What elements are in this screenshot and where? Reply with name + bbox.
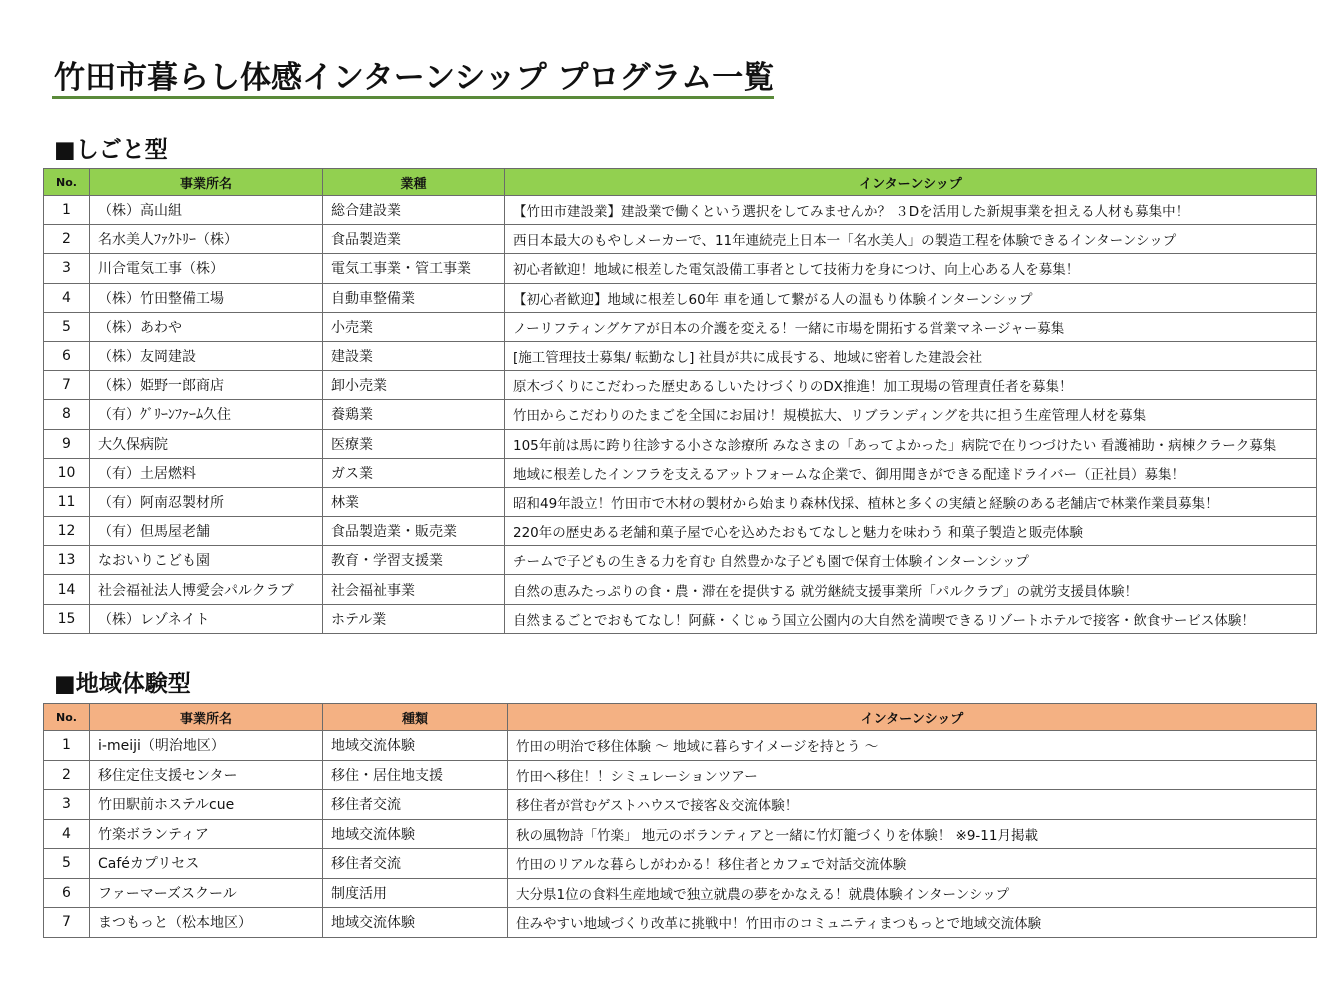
cell-office-name: 社会福祉法人博愛会パルクラブ xyxy=(90,575,323,604)
cell-office-name: （株）高山組 xyxy=(90,196,323,225)
column-header-no: No. xyxy=(44,169,90,196)
cell-no: 3 xyxy=(44,254,90,283)
table-row xyxy=(44,575,1317,604)
cell-internship-description: 竹田のリアルな暮らしがわかる！移住者とカフェで対話交流体験 xyxy=(508,849,1317,879)
cell-category: 移住・居住地支援 xyxy=(323,760,508,790)
cell-internship-description: ノーリフティングケアが日本の介護を変える！一緒に市場を開拓する営業マネージャー募集 xyxy=(505,312,1317,341)
cell-office-name: （有）但馬屋老舗 xyxy=(90,517,323,546)
cell-no: 14 xyxy=(44,575,90,604)
cell-office-name: （有）阿南忍製材所 xyxy=(90,487,323,516)
chiiki-program-table xyxy=(43,703,1317,938)
cell-internship-description: 原木づくりにこだわった歴史あるしいたけづくりのDX推進！加工現場の管理責任者を募集！ xyxy=(505,371,1317,400)
cell-category: 食品製造業・販売業 xyxy=(323,517,505,546)
cell-office-name: （株）あわや xyxy=(90,312,323,341)
cell-no: 1 xyxy=(44,731,90,761)
column-header-internship: インターンシップ xyxy=(505,169,1317,196)
cell-office-name: 竹楽ボランティア xyxy=(90,819,323,849)
shigoto-table-body xyxy=(44,196,1317,634)
cell-category: 移住者交流 xyxy=(323,790,508,820)
column-header-office: 事業所名 xyxy=(90,169,323,196)
table-row xyxy=(44,429,1317,458)
table-row xyxy=(44,487,1317,516)
cell-internship-description: 大分県1位の食料生産地域で独立就農の夢をかなえる！就農体験インターンシップ xyxy=(508,878,1317,908)
chiiki-table-body xyxy=(44,731,1317,938)
cell-office-name: 川合電気工事（株） xyxy=(90,254,323,283)
column-header-internship: インターンシップ xyxy=(508,704,1317,731)
cell-internship-description: 105年前は馬に跨り往診する小さな診療所 みなさまの「あってよかった」病院で在りつづけたい 看護補助・病棟クラーク募集 xyxy=(505,429,1317,458)
cell-category: 教育・学習支援業 xyxy=(323,546,505,575)
cell-internship-description: 初心者歓迎！地域に根差した電気設備工事者として技術力を身につけ、向上心ある人を募集！ xyxy=(505,254,1317,283)
table-row xyxy=(44,760,1317,790)
column-header-industry: 業種 xyxy=(323,169,505,196)
table-row xyxy=(44,225,1317,254)
cell-category: 自動車整備業 xyxy=(323,283,505,312)
cell-no: 5 xyxy=(44,312,90,341)
cell-category: 移住者交流 xyxy=(323,849,508,879)
cell-internship-description: 昭和49年設立！竹田市で木材の製材から始まり森林伐採、植林と多くの実績と経験のある老舗店で林業作業員募集！ xyxy=(505,487,1317,516)
cell-internship-description: 移住者が営むゲストハウスで接客＆交流体験！ xyxy=(508,790,1317,820)
cell-category: 卸小売業 xyxy=(323,371,505,400)
cell-no: 12 xyxy=(44,517,90,546)
cell-category: ガス業 xyxy=(323,458,505,487)
column-header-no: No. xyxy=(44,704,90,731)
cell-office-name: （株）レゾネイト xyxy=(90,604,323,633)
title-underline xyxy=(52,96,774,99)
table-header-row xyxy=(44,169,1317,196)
cell-no: 6 xyxy=(44,341,90,370)
cell-no: 7 xyxy=(44,371,90,400)
cell-category: 社会福祉事業 xyxy=(323,575,505,604)
table-row xyxy=(44,546,1317,575)
cell-no: 13 xyxy=(44,546,90,575)
cell-internship-description: チームで子どもの生きる力を育む 自然豊かな子ども園で保育士体験インターンシップ xyxy=(505,546,1317,575)
cell-no: 9 xyxy=(44,429,90,458)
cell-no: 2 xyxy=(44,760,90,790)
cell-internship-description: 【竹田市建設業】建設業で働くという選択をしてみませんか？ ３Dを活用した新規事業を担える人材も募集中！ xyxy=(505,196,1317,225)
cell-no: 3 xyxy=(44,790,90,820)
cell-internship-description: 竹田へ移住！！シミュレーションツアー xyxy=(508,760,1317,790)
cell-internship-description: 【初心者歓迎】地域に根差し60年 車を通して繋がる人の温もり体験インターンシップ xyxy=(505,283,1317,312)
cell-category: 小売業 xyxy=(323,312,505,341)
table-row xyxy=(44,790,1317,820)
cell-internship-description: 自然まるごとでおもてなし！阿蘇・くじゅう国立公園内の大自然を満喫できるリゾートホテルで接客・飲食サービス体験！ xyxy=(505,604,1317,633)
column-header-office: 事業所名 xyxy=(90,704,323,731)
column-header-type: 種類 xyxy=(323,704,508,731)
cell-office-name: Caféカプリセス xyxy=(90,849,323,879)
cell-category: 食品製造業 xyxy=(323,225,505,254)
cell-office-name: まつもっと（松本地区） xyxy=(90,908,323,938)
cell-no: 15 xyxy=(44,604,90,633)
cell-category: 建設業 xyxy=(323,341,505,370)
table-row xyxy=(44,908,1317,938)
page-title: 竹田市暮らし体感インターンシップ プログラム一覧 xyxy=(54,60,775,96)
cell-category: 制度活用 xyxy=(323,878,508,908)
cell-office-name: （株）姫野一郎商店 xyxy=(90,371,323,400)
cell-no: 4 xyxy=(44,819,90,849)
cell-office-name: i-meiji（明治地区） xyxy=(90,731,323,761)
cell-no: 2 xyxy=(44,225,90,254)
table-row xyxy=(44,849,1317,879)
cell-office-name: （株）竹田整備工場 xyxy=(90,283,323,312)
table-row xyxy=(44,878,1317,908)
cell-office-name: 名水美人ﾌｧｸﾄﾘｰ（株） xyxy=(90,225,323,254)
cell-office-name: （有）土居燃料 xyxy=(90,458,323,487)
table-row xyxy=(44,400,1317,429)
cell-office-name: 竹田駅前ホステルcue xyxy=(90,790,323,820)
table-row xyxy=(44,312,1317,341)
table-row xyxy=(44,604,1317,633)
section-heading-shigoto: ■しごと型 xyxy=(54,137,168,163)
cell-category: 地域交流体験 xyxy=(323,731,508,761)
cell-no: 4 xyxy=(44,283,90,312)
table-row xyxy=(44,341,1317,370)
cell-category: 電気工事業・管工事業 xyxy=(323,254,505,283)
table-row xyxy=(44,196,1317,225)
section-heading-chiiki: ■地域体験型 xyxy=(54,671,191,697)
cell-office-name: （有）ｸﾞﾘｰﾝﾌｧｰﾑ久住 xyxy=(90,400,323,429)
cell-internship-description: 自然の恵みたっぷりの食・農・滞在を提供する 就労継続支援事業所「パルクラブ」の就労支援員体験！ xyxy=(505,575,1317,604)
table-row xyxy=(44,283,1317,312)
cell-office-name: ファーマーズスクール xyxy=(90,878,323,908)
cell-no: 11 xyxy=(44,487,90,516)
cell-internship-description: 竹田からこだわりのたまごを全国にお届け！規模拡大、リブランディングを共に担う生産管理人材を募集 xyxy=(505,400,1317,429)
cell-internship-description: 地域に根差したインフラを支えるアットフォームな企業で、御用聞きができる配達ドライバー（正社員）募集！ xyxy=(505,458,1317,487)
cell-office-name: 移住定住支援センター xyxy=(90,760,323,790)
cell-internship-description: 住みやすい地域づくり改革に挑戦中！竹田市のコミュニティまつもっとで地域交流体験 xyxy=(508,908,1317,938)
cell-internship-description: 竹田の明治で移住体験 ～ 地域に暮らすイメージを持とう ～ xyxy=(508,731,1317,761)
cell-category: 養鶏業 xyxy=(323,400,505,429)
cell-category: 地域交流体験 xyxy=(323,908,508,938)
cell-category: 地域交流体験 xyxy=(323,819,508,849)
cell-office-name: なおいりこども園 xyxy=(90,546,323,575)
cell-internship-description: 秋の風物詩「竹楽」 地元のボランティアと一緒に竹灯籠づくりを体験！ ※9-11月掲載 xyxy=(508,819,1317,849)
table-row xyxy=(44,819,1317,849)
cell-category: 林業 xyxy=(323,487,505,516)
cell-no: 5 xyxy=(44,849,90,879)
cell-no: 10 xyxy=(44,458,90,487)
cell-no: 1 xyxy=(44,196,90,225)
cell-internship-description: 220年の歴史ある老舗和菓子屋で心を込めたおもてなしと魅力を味わう 和菓子製造と販売体験 xyxy=(505,517,1317,546)
cell-office-name: （株）友岡建設 xyxy=(90,341,323,370)
table-row xyxy=(44,371,1317,400)
cell-internship-description: [施工管理技士募集/ 転勤なし] 社員が共に成長する、地域に密着した建設会社 xyxy=(505,341,1317,370)
cell-category: 総合建設業 xyxy=(323,196,505,225)
shigoto-program-table xyxy=(43,168,1317,634)
table-row xyxy=(44,458,1317,487)
cell-no: 6 xyxy=(44,878,90,908)
cell-office-name: 大久保病院 xyxy=(90,429,323,458)
table-row xyxy=(44,254,1317,283)
cell-internship-description: 西日本最大のもやしメーカーで、11年連続売上日本一「名水美人」の製造工程を体験できるインターンシップ xyxy=(505,225,1317,254)
table-header-row xyxy=(44,704,1317,731)
cell-category: 医療業 xyxy=(323,429,505,458)
cell-no: 7 xyxy=(44,908,90,938)
table-row xyxy=(44,517,1317,546)
table-row xyxy=(44,731,1317,761)
cell-category: ホテル業 xyxy=(323,604,505,633)
cell-no: 8 xyxy=(44,400,90,429)
